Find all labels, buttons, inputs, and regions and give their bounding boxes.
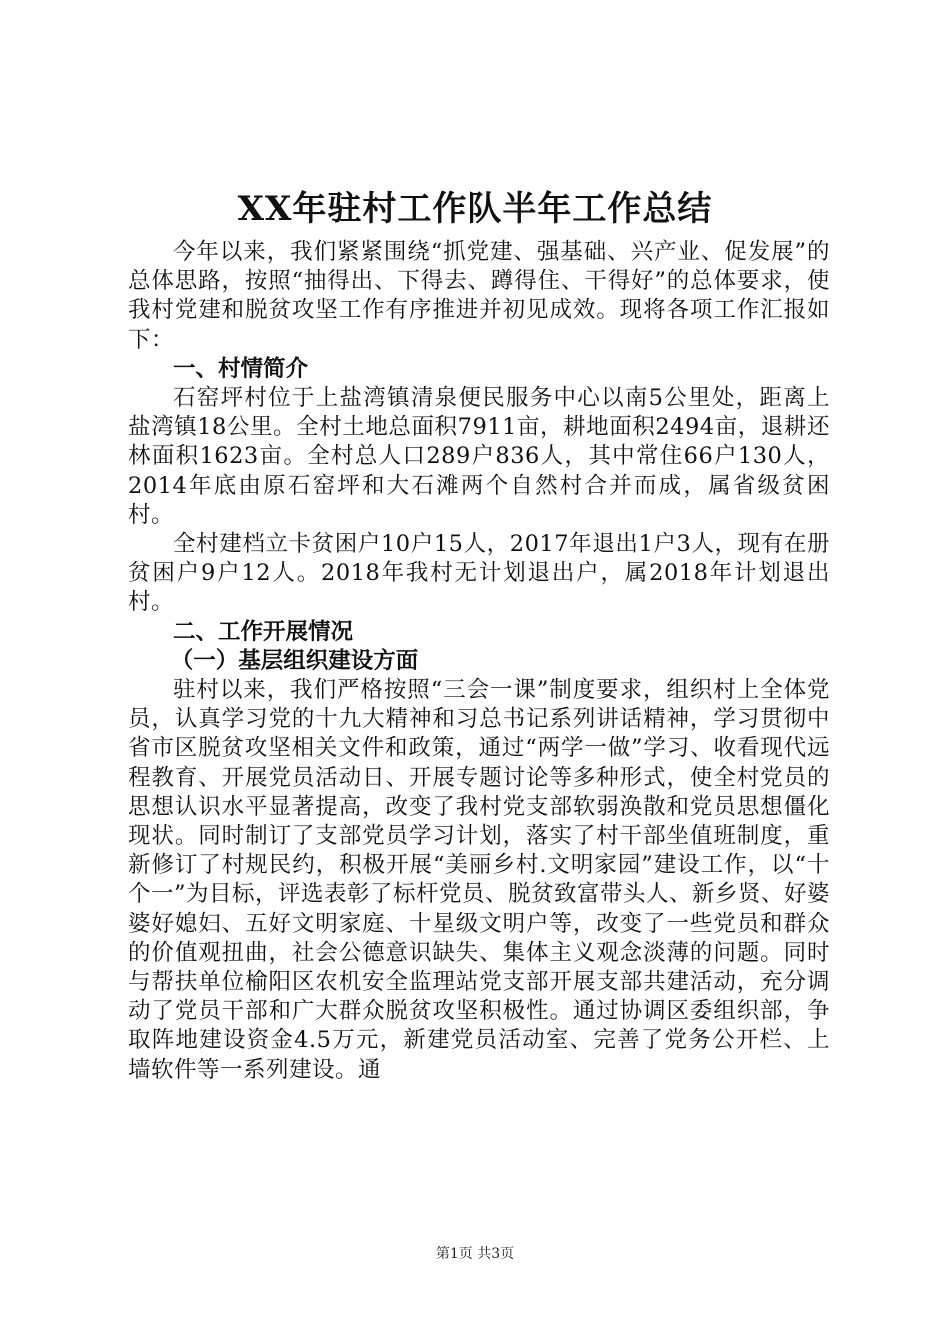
subsection-heading-organization: （一）基层组织建设方面 [170, 647, 419, 674]
section-heading-village-overview: 一、村情简介 [173, 355, 309, 382]
document-body [128, 238, 830, 1085]
page-footer: 第1页 共3页 [435, 1246, 515, 1262]
intro-paragraph: 今年以来，我们紧紧围绕“抓党建、强基础、兴产业、促发展”的总体思路，按照“抽得出、下得去、蹲得住、干得好”的总体要求，使我村党建和脱贫攻坚工作有序推进并初见成效。现将各项工作汇报如下： [128, 239, 830, 353]
section-heading-work-progress: 二、工作开展情况 [173, 618, 354, 645]
document-title: XX年驻村工作队半年工作总结 [237, 189, 713, 229]
poverty-households-paragraph: 全村建档立卡贫困户10户15人，2017年退出1户3人，现有在册贫困户9户12人。2018年我村无计划退出户，属2018年计划退出村。 [128, 531, 830, 616]
village-overview-paragraph: 石窑坪村位于上盐湾镇清泉便民服务中心以南5公里处，距离上盐湾镇18公里。全村土地总面积7911亩，耕地面积2494亩，退耕还林面积1623亩。全村总人口289户836人，其中常住66户130人，2014年底由原石窑坪和大石滩两个自然村合并而成，属省级贫困村。 [128, 385, 830, 528]
organization-paragraph: 驻村以来，我们严格按照“三会一课”制度要求，组织村上全体党员，认真学习党的十九大精神和习总书记系列讲话精神，学习贯彻中省市区脱贫攻坚相关文件和政策，通过“两学一做”学习、收看现代远程教育、开展党员活动日、开展专题讨论等多种形式，使全村党员的思想认识水平显著提高，改变了我村党支部软弱涣散和党员思想僵化现状。同时制订了支部党员学习计划，落实了村干部坐值班制度，重新修订了村规民约，积极开展“美丽乡村.文明家园”建设工作，以“十个一”为目标，评选表彰了标杆党员、脱贫致富带头人、新乡贤、好婆婆好媳妇、五好文明家庭、十星级文明户等，改变了一些党员和群众的价值观扭曲，社会公德意识缺失、集体主义观念淡薄的问题。同时与帮扶单位榆阳区农机安全监理站党支部开展支部共建活动，充分调动了党员干部和广大群众脱贫攻坚积极性。通过协调区委组织部，争取阵地建设资金4.5万元，新建党员活动室、完善了党务公开栏、上墙软件等一系列建设。通 [128, 677, 831, 1083]
